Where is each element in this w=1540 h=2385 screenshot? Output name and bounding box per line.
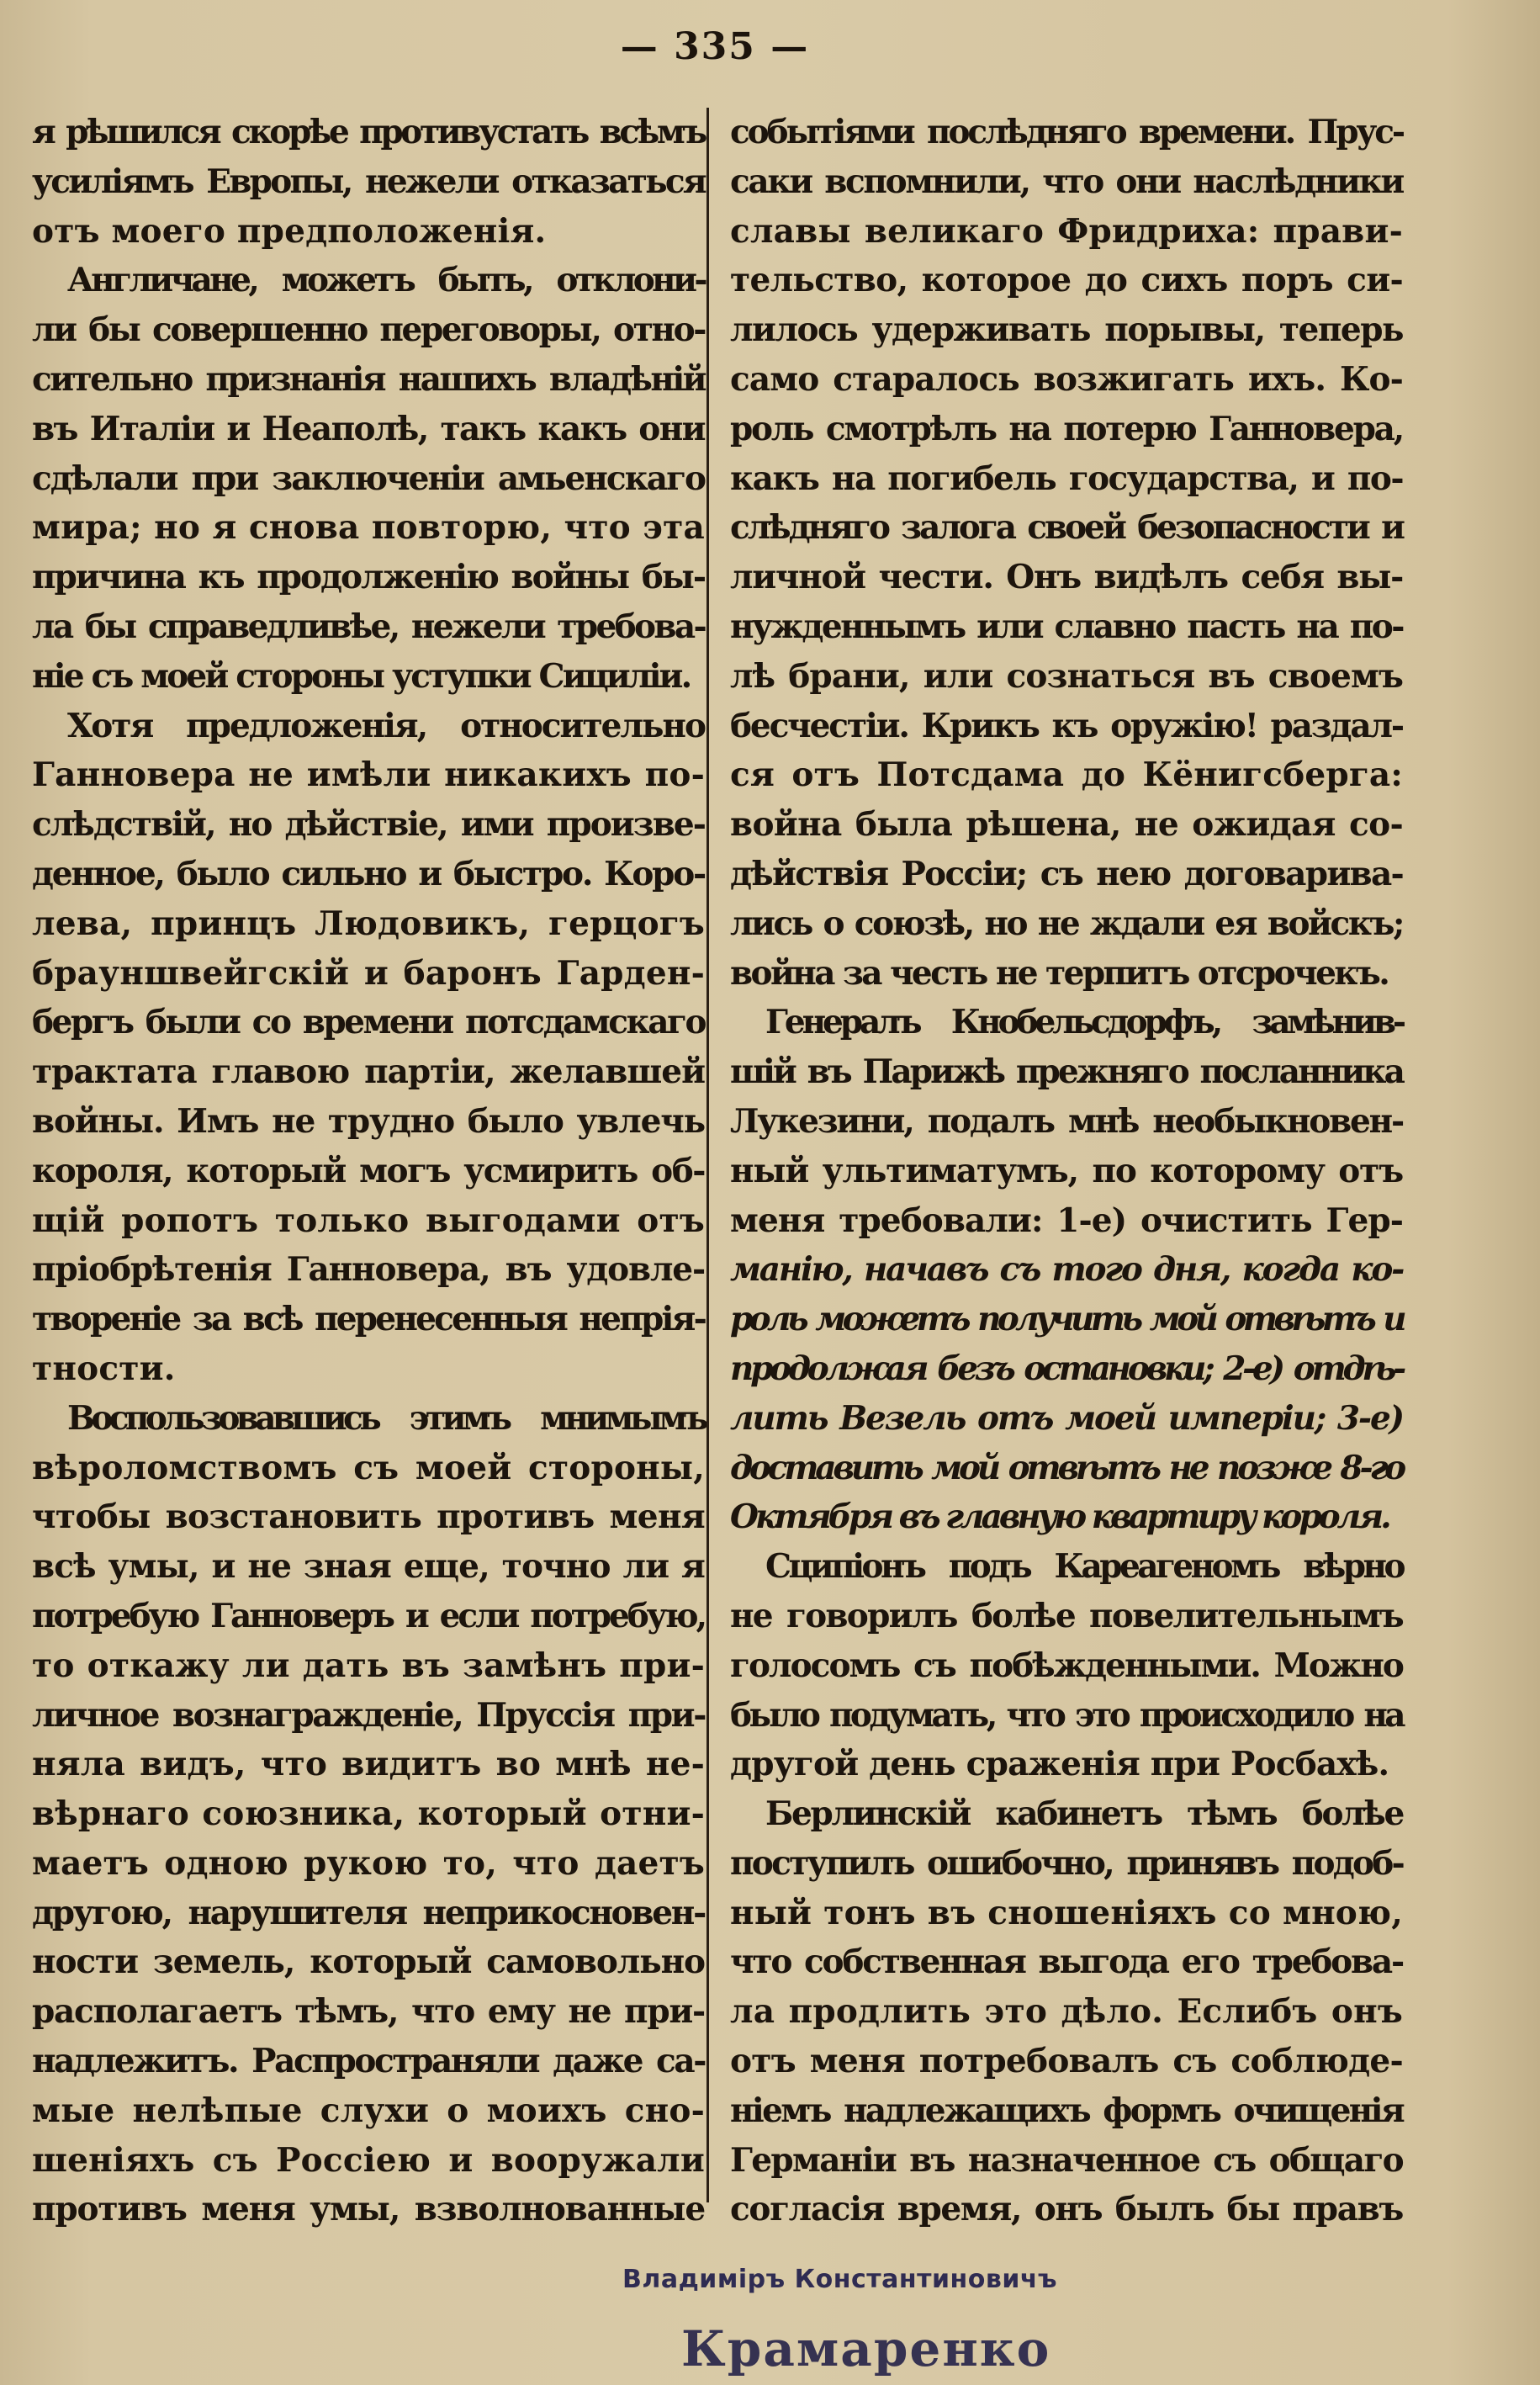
text-line: Сципіонъ подъ Кареагеномъ вѣрно (765, 1547, 1403, 1587)
text-line: лить Везель отъ моей имперіи; 3-е) (730, 1398, 1403, 1438)
text-line: мира; но я снова повторю, что эта (32, 508, 705, 548)
text-line: ніемъ надлежащихъ формъ очищенія (730, 2091, 1403, 2130)
text-line: тельство, которое до сихъ поръ си- (730, 261, 1403, 300)
text-line: Лукезини, подалъ мнѣ необыкновен- (730, 1101, 1403, 1141)
text-line: какъ на погибель государства, и по- (730, 458, 1403, 498)
text-line: сительно признанія нашихъ владѣній (32, 359, 705, 399)
text-line: сдѣлали при заключеніи амьенскаго (32, 458, 705, 498)
text-line: Берлинскій кабинетъ тѣмъ болѣе (765, 1794, 1403, 1834)
text-line: брауншвейгскій и баронъ Гарден- (32, 953, 705, 993)
text-line: Хотя предложенія, относительно (67, 706, 705, 745)
text-line: пріобрѣтенія Ганновера, въ удовле- (32, 1250, 705, 1290)
text-line: я рѣшился скорѣе противустать всѣмъ (32, 113, 705, 151)
text-line: короля, который могъ усмирить об- (32, 1151, 705, 1190)
text-line: роль можетъ получить мой отвѣтъ и (730, 1300, 1403, 1339)
text-line: денное, было сильно и быстро. Коро- (32, 854, 705, 893)
text-line: Генералъ Кнобельсдорфъ, замѣнив- (765, 1003, 1403, 1042)
text-line: ный тонъ въ сношеніяхъ со мною, (730, 1893, 1403, 1932)
text-line: манію, начавъ съ того дня, когда ко- (730, 1250, 1403, 1290)
column-divider (706, 108, 709, 2202)
text-line: трактата главою партіи, желавшей (32, 1052, 705, 1092)
text-line: маетъ одною рукою то, что даетъ (32, 1843, 705, 1883)
text-line: само старалось возжигать ихъ. Ко- (730, 359, 1403, 399)
text-line: противъ меня умы, взволнованные (32, 2190, 705, 2229)
text-line: война за честь не терпитъ отсрочекъ. (730, 953, 1389, 993)
text-line: нужденнымъ или славно пасть на по- (730, 607, 1403, 646)
text-line: было подумать, что это происходило на (730, 1695, 1403, 1735)
text-line: продолжая безъ остановки; 2-е) отдѣ- (730, 1349, 1403, 1388)
text-line: щій ропотъ только выгодами отъ (32, 1200, 705, 1240)
right-text-column (730, 108, 1403, 2234)
text-line: лилось удерживать порывы, теперь (730, 310, 1403, 350)
owner-stamp-name: Владиміръ Константиновичъ (622, 2265, 1057, 2294)
text-line: ніе съ моей стороны уступки Сициліи. (32, 656, 691, 696)
text-line: саки вспомнили, что они наслѣдники (730, 162, 1403, 201)
text-line: славы великаго Фридриха: прави- (730, 211, 1403, 251)
text-line: въ Италіи и Неаполѣ, такъ какъ они (32, 409, 705, 448)
text-line: Англичане, можетъ быть, отклони- (67, 261, 705, 300)
text-line: потребую Ганноверъ и если потребую, (32, 1596, 705, 1635)
text-line: мые нелѣпые слухи о моихъ сно- (32, 2091, 705, 2130)
text-line: Воспользовавшись этимъ мнимымъ (67, 1398, 705, 1438)
text-line: другой день сраженія при Росбахѣ. (730, 1745, 1389, 1784)
text-line: личной чести. Онъ видѣлъ себя вы- (730, 558, 1403, 597)
text-line: причина къ продолженію войны бы- (32, 558, 705, 597)
text-line: меня требовали: 1-е) очистить Гер- (730, 1200, 1403, 1240)
text-line: не говорилъ болѣе повелительнымъ (730, 1596, 1403, 1635)
text-line: отъ моего предположенія. (32, 211, 547, 251)
text-line: лѣ брани, или сознаться въ своемъ (730, 656, 1403, 696)
text-line: располагаетъ тѣмъ, что ему не при- (32, 1992, 705, 2032)
text-line: другою, нарушителя неприкосновен- (32, 1893, 705, 1932)
text-line: бесчестіи. Крикъ къ оружію! раздал- (730, 706, 1403, 745)
text-line: войны. Имъ не трудно было увлечь (32, 1101, 705, 1141)
text-line: ный ультиматумъ, по которому отъ (730, 1151, 1403, 1190)
text-line: няла видъ, что видитъ во мнѣ не- (32, 1745, 705, 1784)
text-line: бергъ были со времени потсдамскаго (32, 1003, 705, 1042)
text-line: лись о союзѣ, но не ждали ея войскъ; (730, 904, 1403, 943)
text-line: согласія время, онъ былъ бы правъ (730, 2190, 1403, 2229)
text-line: ности земель, который самовольно (32, 1942, 705, 1982)
text-line: Ганновера не имѣли никакихъ по- (32, 755, 705, 795)
text-line: ла бы справедливѣе, нежели требова- (32, 607, 705, 646)
text-line: личное вознагражденіе, Пруссія при- (32, 1695, 705, 1735)
text-line: событіями послѣдняго времени. Прус- (730, 113, 1403, 151)
text-line: Германіи въ назначенное съ общаго (730, 2140, 1403, 2180)
text-line: вѣрнаго союзника, который отни- (32, 1794, 705, 1834)
text-line: слѣдняго залога своей безопасности и (730, 508, 1403, 548)
text-line: ли бы совершенно переговоры, отно- (32, 310, 705, 350)
text-line: тности. (32, 1349, 176, 1388)
text-line: шеніяхъ съ Россіею и вооружали (32, 2140, 705, 2180)
text-line: Октября въ главную квартиру короля. (730, 1497, 1389, 1537)
text-line: что собственная выгода его требова- (730, 1942, 1403, 1982)
owner-stamp-surname: Крамаренко (681, 2320, 1051, 2377)
page-number: — 335 — (620, 25, 810, 68)
text-line: то откажу ли дать въ замѣнъ при- (32, 1646, 705, 1685)
text-line: всѣ умы, и не зная еще, точно ли я (32, 1547, 705, 1587)
text-line: ся отъ Потсдама до Кёнигсберга: (730, 755, 1403, 795)
text-line: война была рѣшена, не ожидая со- (730, 805, 1403, 845)
text-line: чтобы возстановить противъ меня (32, 1497, 705, 1537)
text-line: надлежитъ. Распространяли даже са- (32, 2042, 705, 2081)
text-line: слѣдствій, но дѣйствіе, ими произве- (32, 805, 705, 845)
text-line: роль смотрѣлъ на потерю Ганновера, (730, 409, 1403, 448)
text-line: усиліямъ Европы, нежели отказаться (32, 162, 705, 201)
text-line: поступилъ ошибочно, принявъ подоб- (730, 1843, 1403, 1883)
text-line: дѣйствія Россіи; съ нею договарива- (730, 854, 1403, 893)
text-line: шій въ Парижѣ прежняго посланника (730, 1052, 1403, 1092)
left-text-column (32, 108, 705, 2234)
text-line: отъ меня потребовалъ съ соблюде- (730, 2042, 1403, 2081)
text-line: лева, принцъ Людовикъ, герцогъ (32, 904, 705, 943)
text-line: доставить мой отвѣтъ не позже 8-го (730, 1448, 1403, 1487)
text-line: ла продлить это дѣло. Еслибъ онъ (730, 1992, 1403, 2032)
text-line: вѣроломствомъ съ моей стороны, (32, 1448, 705, 1487)
text-line: голосомъ съ побѣжденными. Можно (730, 1646, 1403, 1685)
text-line: твореніе за всѣ перенесенныя непрія- (32, 1300, 705, 1339)
